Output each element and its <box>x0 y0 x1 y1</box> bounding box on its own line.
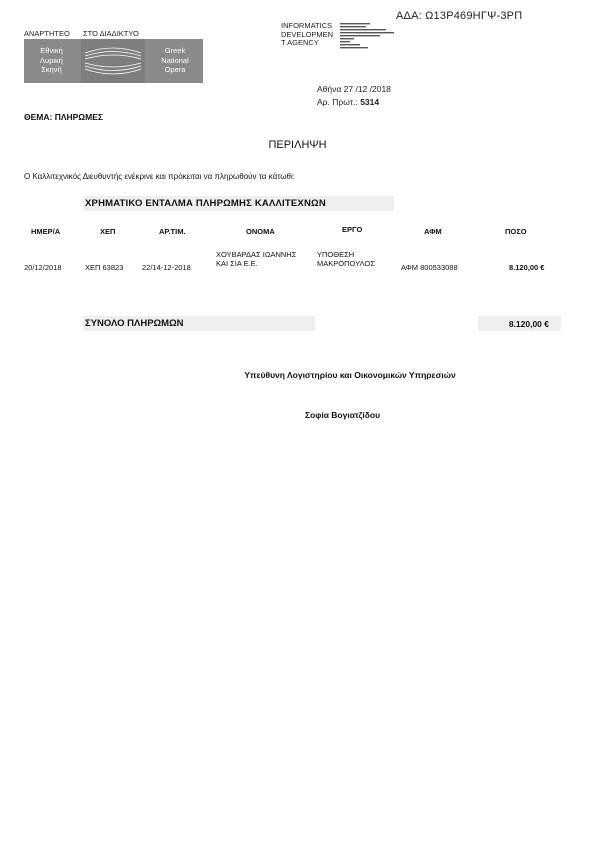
section-title-band <box>83 196 394 211</box>
row-amount: 8.120,00 € <box>509 263 545 272</box>
ada-code: ΑΔΑ: Ω13Ρ469ΗΓΨ-3ΡΠ <box>396 10 523 22</box>
col-header-invoice: ΑΡ.ΤΙΜ. <box>159 227 186 236</box>
intro-text: Ο Καλλιτεχνικός Διευθυντής ενέκρινε και πρόκειται να πληρωθούν τα κάτωθι: <box>24 172 295 181</box>
row-name: ΧΟΥΒΑΡΔΑΣ ΙΩΑΝΝΗΣ ΚΑΙ ΣΙΑ Ε.Ε. <box>216 250 297 268</box>
signatory-name: Σοφία Βογιατζίδου <box>304 410 381 420</box>
col-header-name: ΟΝΟΜΑ <box>246 227 275 236</box>
logo-emblem-icon <box>81 39 145 83</box>
ida-logo-text: INFORMATICS DEVELOPMEN T AGENCY <box>281 21 334 47</box>
document-date: Αθήνα 27 /12 /2018 <box>317 84 391 94</box>
col-header-afm: ΑΦΜ <box>424 227 442 236</box>
row-work: ΥΠΟΘΕΣΗ ΜΑΚΡΟΠΟΥΛΟΣ <box>317 250 375 268</box>
total-amount-band <box>478 316 561 331</box>
total-label: ΣΥΝΟΛΟ ΠΛΗΡΩΜΩΝ <box>85 318 184 329</box>
col-header-amount: ΠΟΣΟ <box>505 227 527 236</box>
section-title: ΧΡΗΜΑΤΙΚΟ ΕΝΤΑΛΜΑ ΠΛΗΡΩΜΗΣ ΚΑΛΛΙΤΕΧΝΩΝ <box>85 198 326 209</box>
diavgeia-label-right: ΣΤΟ ΔΙΑΔΙΚΤΥΟ <box>83 29 139 38</box>
col-header-date: ΗΜΕΡ/Α <box>31 227 61 236</box>
document-heading: ΠΕΡΙΛΗΨΗ <box>268 139 327 151</box>
ida-fine-print <box>340 23 396 57</box>
opera-logo <box>24 39 203 83</box>
row-invoice: 22/14-12-2018 <box>142 263 191 272</box>
col-header-hep: ΧΕΠ <box>100 227 116 236</box>
subject-line: ΘΕΜΑ: ΠΛΗΡΩΜΕΣ <box>24 112 103 122</box>
protocol-number: Αρ. Πρωτ.: 5314 <box>317 97 380 107</box>
row-hep: ΧΕΠ 63823 <box>85 263 124 272</box>
logo-english-text: Greek National Opera <box>161 46 189 74</box>
total-amount: 8.120,00 € <box>508 319 549 329</box>
diavgeia-label-left: ΑΝΑΡΤΗΤΕΟ <box>24 29 70 38</box>
logo-greek-text: Εθνική Λυρική Σκηνή <box>40 46 63 74</box>
total-label-band <box>83 316 315 331</box>
row-date: 20/12/2018 <box>24 263 62 272</box>
signatory-role: Υπεύθυνη Λογιστηρίου και Οικονομικών Υπηρεσιών <box>244 370 456 380</box>
col-header-work: ΕΡΓΟ <box>342 225 363 234</box>
row-afm: ΑΦΜ 800533088 <box>401 263 458 272</box>
